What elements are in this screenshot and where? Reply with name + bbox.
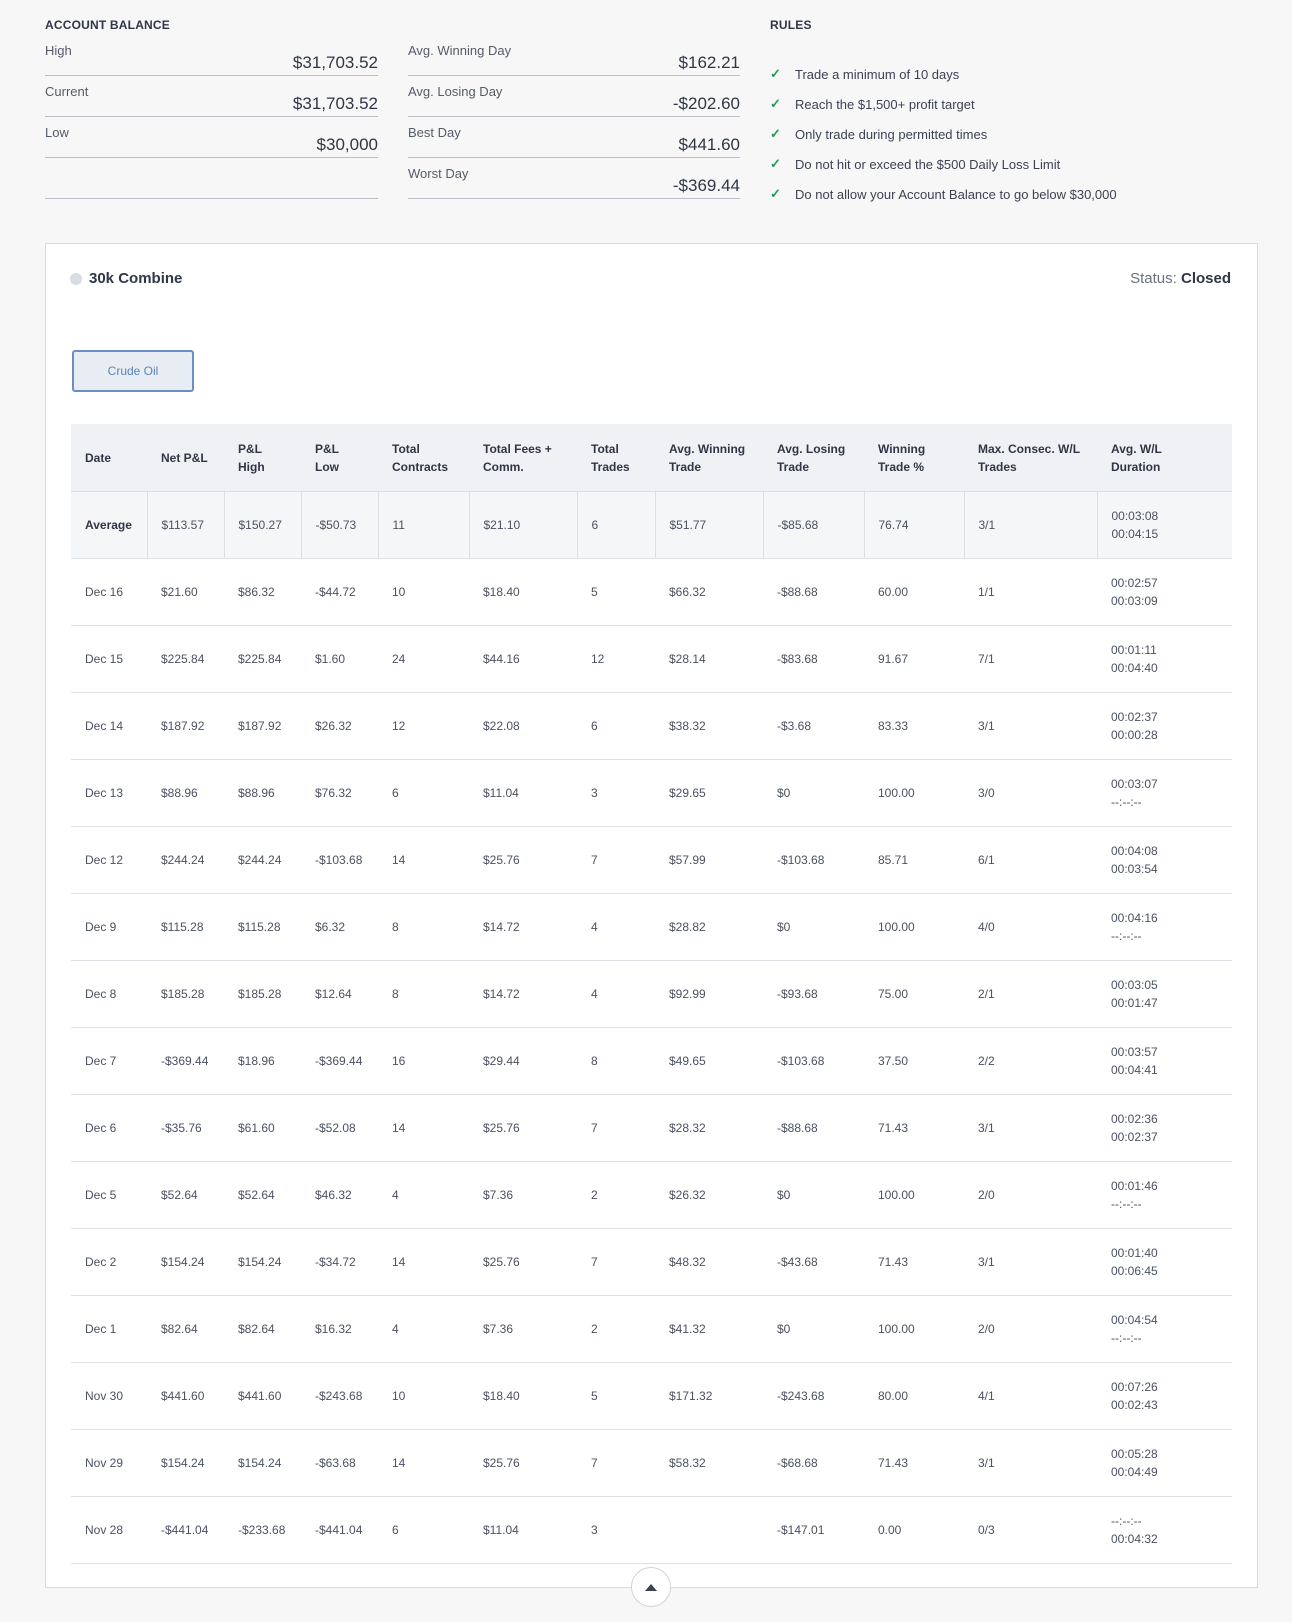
balance-current-row [45, 76, 378, 117]
table-cell: 100.00 [864, 894, 964, 961]
table-cell: 7 [577, 1430, 655, 1497]
table-cell: 12 [378, 693, 469, 760]
worst-day-label: Worst Day [408, 166, 469, 181]
table-cell: $49.65 [655, 1028, 763, 1095]
best-day-label: Best Day [408, 125, 461, 140]
table-cell: $0 [763, 1296, 864, 1363]
table-cell: $7.36 [469, 1162, 577, 1229]
table-cell: $28.14 [655, 626, 763, 693]
table-cell: Dec 5 [71, 1162, 147, 1229]
table-cell: $29.65 [655, 760, 763, 827]
duration-cell: 00:04:54 --:--:-- [1097, 1296, 1232, 1363]
table-row [71, 961, 1232, 1028]
table-cell: Nov 30 [71, 1363, 147, 1430]
column-header: Net P&L [147, 424, 224, 492]
duration-cell: 00:03:08 00:04:15 [1097, 492, 1232, 559]
table-cell: $18.40 [469, 1363, 577, 1430]
table-cell: $57.99 [655, 827, 763, 894]
table-cell: -$44.72 [301, 559, 378, 626]
table-cell: 7 [577, 827, 655, 894]
table-cell: $48.32 [655, 1229, 763, 1296]
table-cell: -$85.68 [763, 492, 864, 559]
table-cell: $187.92 [224, 693, 301, 760]
table-cell: 10 [378, 1363, 469, 1430]
table-cell: $92.99 [655, 961, 763, 1028]
table-cell: $115.28 [224, 894, 301, 961]
table-cell: $0 [763, 894, 864, 961]
balance-empty-row [45, 158, 378, 199]
table-cell: $41.32 [655, 1296, 763, 1363]
daily-stats-table [71, 424, 1232, 1564]
duration-cell: 00:05:28 00:04:49 [1097, 1430, 1232, 1497]
table-cell: 2 [577, 1162, 655, 1229]
avg-losing-day-value: -$202.60 [672, 94, 740, 113]
best-day-row [408, 117, 740, 158]
column-header: Avg. W/L Duration [1097, 424, 1232, 492]
table-row [71, 1497, 1232, 1564]
column-header: Avg. Losing Trade [763, 424, 864, 492]
table-cell: $154.24 [147, 1430, 224, 1497]
duration-cell: 00:01:46 --:--:-- [1097, 1162, 1232, 1229]
table-cell: $18.40 [469, 559, 577, 626]
avg-losing-day-label: Avg. Losing Day [408, 84, 503, 99]
table-cell: $18.96 [224, 1028, 301, 1095]
table-cell: -$88.68 [763, 1095, 864, 1162]
table-cell: 14 [378, 1229, 469, 1296]
column-header: P&L Low [301, 424, 378, 492]
table-cell: 11 [378, 492, 469, 559]
duration-cell: 00:01:11 00:04:40 [1097, 626, 1232, 693]
table-cell: -$103.68 [763, 1028, 864, 1095]
table-cell: -$43.68 [763, 1229, 864, 1296]
table-cell: $82.64 [224, 1296, 301, 1363]
table-cell: $6.32 [301, 894, 378, 961]
table-cell: -$3.68 [763, 693, 864, 760]
table-cell: $185.28 [147, 961, 224, 1028]
table-cell: Dec 2 [71, 1229, 147, 1296]
table-cell: $88.96 [224, 760, 301, 827]
table-cell: $21.60 [147, 559, 224, 626]
table-cell: 8 [577, 1028, 655, 1095]
table-cell: 2/1 [964, 961, 1097, 1028]
table-cell: $28.32 [655, 1095, 763, 1162]
table-cell: 3/1 [964, 1430, 1097, 1497]
table-cell: $154.24 [224, 1229, 301, 1296]
table-cell: 91.67 [864, 626, 964, 693]
table-cell: $154.24 [224, 1430, 301, 1497]
table-row [71, 626, 1232, 693]
table-cell: -$233.68 [224, 1497, 301, 1564]
table-cell: 3 [577, 760, 655, 827]
table-cell: $16.32 [301, 1296, 378, 1363]
table-cell: $0 [763, 1162, 864, 1229]
rule-item: ✓ Trade a minimum of 10 days [770, 66, 960, 82]
duration-cell: 00:03:07 --:--:-- [1097, 760, 1232, 827]
table-cell: 3 [577, 1497, 655, 1564]
table-cell: $0 [763, 760, 864, 827]
table-cell: 2/2 [964, 1028, 1097, 1095]
table-cell: $86.32 [224, 559, 301, 626]
table-cell: $26.32 [655, 1162, 763, 1229]
rule-item: ✓ Only trade during permitted times [770, 126, 988, 142]
table-cell: 4/1 [964, 1363, 1097, 1430]
table-cell: 16 [378, 1028, 469, 1095]
balance-high-label: High [45, 43, 72, 58]
check-icon: ✓ [770, 186, 781, 201]
table-cell: $185.28 [224, 961, 301, 1028]
table-cell: 5 [577, 559, 655, 626]
table-cell: Dec 1 [71, 1296, 147, 1363]
table-cell: 60.00 [864, 559, 964, 626]
table-cell: 71.43 [864, 1095, 964, 1162]
table-cell: 6 [577, 693, 655, 760]
table-cell: $154.24 [147, 1229, 224, 1296]
table-cell: $52.64 [224, 1162, 301, 1229]
table-cell: $11.04 [469, 1497, 577, 1564]
duration-cell: 00:02:37 00:00:28 [1097, 693, 1232, 760]
table-cell: 0/3 [964, 1497, 1097, 1564]
status-label: Status: [1130, 270, 1177, 287]
table-cell: 2/0 [964, 1296, 1097, 1363]
table-cell: 6/1 [964, 827, 1097, 894]
table-cell: $52.64 [147, 1162, 224, 1229]
table-row [71, 827, 1232, 894]
table-cell: -$369.44 [301, 1028, 378, 1095]
best-day-value: $441.60 [678, 135, 740, 154]
table-cell: 6 [378, 760, 469, 827]
table-cell: $21.10 [469, 492, 577, 559]
table-cell: $1.60 [301, 626, 378, 693]
table-cell: $46.32 [301, 1162, 378, 1229]
table-cell: $25.76 [469, 1095, 577, 1162]
table-row [71, 693, 1232, 760]
table-cell: 80.00 [864, 1363, 964, 1430]
avg-winning-day-label: Avg. Winning Day [408, 43, 512, 58]
table-cell: -$243.68 [301, 1363, 378, 1430]
table-cell: 6 [577, 492, 655, 559]
combine-card [45, 243, 1258, 1588]
table-cell: 100.00 [864, 1296, 964, 1363]
table-cell: $66.32 [655, 559, 763, 626]
table-row [71, 1363, 1232, 1430]
table-cell: $82.64 [147, 1296, 224, 1363]
check-icon: ✓ [770, 66, 781, 81]
table-cell: $11.04 [469, 760, 577, 827]
table-cell [655, 1497, 763, 1564]
balance-current-value: $31,703.52 [292, 94, 378, 113]
duration-cell: 00:02:36 00:02:37 [1097, 1095, 1232, 1162]
avg-winning-day-row [408, 35, 740, 76]
duration-cell: 00:02:57 00:03:09 [1097, 559, 1232, 626]
table-cell: 4 [378, 1296, 469, 1363]
table-cell: -$103.68 [301, 827, 378, 894]
caret-up-icon [645, 1584, 657, 1591]
average-row [71, 492, 1232, 559]
table-cell: $25.76 [469, 1430, 577, 1497]
balance-low-row [45, 117, 378, 158]
duration-cell: 00:01:40 00:06:45 [1097, 1229, 1232, 1296]
table-cell: $171.32 [655, 1363, 763, 1430]
table-cell: $29.44 [469, 1028, 577, 1095]
table-cell: -$93.68 [763, 961, 864, 1028]
column-header: Winning Trade % [864, 424, 964, 492]
rules-title: RULES [770, 18, 812, 32]
table-cell: 0.00 [864, 1497, 964, 1564]
table-row [71, 1028, 1232, 1095]
table-cell: 2 [577, 1296, 655, 1363]
table-cell: $441.60 [147, 1363, 224, 1430]
worst-day-row [408, 158, 740, 199]
table-cell: $113.57 [147, 492, 224, 559]
table-cell: $58.32 [655, 1430, 763, 1497]
status-value: Closed [1180, 270, 1231, 287]
table-cell: 4 [378, 1162, 469, 1229]
worst-day-value: -$369.44 [672, 176, 740, 195]
table-cell: $7.36 [469, 1296, 577, 1363]
table-cell: -$34.72 [301, 1229, 378, 1296]
duration-cell: --:--:-- 00:04:32 [1097, 1497, 1232, 1564]
table-row [71, 1430, 1232, 1497]
table-cell: Average [71, 492, 147, 559]
table-cell: -$369.44 [147, 1028, 224, 1095]
table-cell: 83.33 [864, 693, 964, 760]
table-cell: Dec 14 [71, 693, 147, 760]
table-cell: $225.84 [147, 626, 224, 693]
table-cell: -$52.08 [301, 1095, 378, 1162]
table-cell: $22.08 [469, 693, 577, 760]
table-cell: -$63.68 [301, 1430, 378, 1497]
table-cell: 3/1 [964, 492, 1097, 559]
table-header-row [71, 424, 1232, 492]
table-cell: 3/1 [964, 1095, 1097, 1162]
balance-low-label: Low [45, 125, 69, 140]
column-header: Total Fees + Comm. [469, 424, 577, 492]
card-header [70, 270, 182, 287]
table-cell: 8 [378, 894, 469, 961]
table-cell: $61.60 [224, 1095, 301, 1162]
duration-cell: 00:03:57 00:04:41 [1097, 1028, 1232, 1095]
table-cell: 12 [577, 626, 655, 693]
table-cell: -$441.04 [147, 1497, 224, 1564]
table-cell: -$147.01 [763, 1497, 864, 1564]
table-cell: 2/0 [964, 1162, 1097, 1229]
table-cell: Dec 9 [71, 894, 147, 961]
rule-item: ✓ Do not hit or exceed the $500 Daily Loss Limit [770, 156, 1061, 172]
status [1130, 270, 1231, 287]
balance-current-label: Current [45, 84, 89, 99]
table-cell: $115.28 [147, 894, 224, 961]
table-row [71, 894, 1232, 961]
table-cell: $244.24 [224, 827, 301, 894]
crude-oil-button[interactable]: Crude Oil [72, 350, 194, 392]
table-cell: $225.84 [224, 626, 301, 693]
table-cell: $244.24 [147, 827, 224, 894]
status-dot-icon [70, 273, 82, 285]
rule-item: ✓ Do not allow your Account Balance to go below $30,000 [770, 186, 1117, 202]
card-title: 30k Combine [89, 270, 183, 287]
table-cell: -$243.68 [763, 1363, 864, 1430]
table-cell: $12.64 [301, 961, 378, 1028]
column-header: P&L High [224, 424, 301, 492]
check-icon: ✓ [770, 156, 781, 171]
table-cell: 7 [577, 1095, 655, 1162]
table-cell: 10 [378, 559, 469, 626]
table-cell: $88.96 [147, 760, 224, 827]
table-cell: 3/1 [964, 1229, 1097, 1296]
scroll-up-button[interactable] [631, 1567, 671, 1607]
table-row [71, 1296, 1232, 1363]
duration-cell: 00:04:08 00:03:54 [1097, 827, 1232, 894]
table-row [71, 559, 1232, 626]
table-cell: $441.60 [224, 1363, 301, 1430]
table-cell: 85.71 [864, 827, 964, 894]
table-cell: $150.27 [224, 492, 301, 559]
table-cell: 71.43 [864, 1229, 964, 1296]
table-cell: Dec 13 [71, 760, 147, 827]
table-cell: 24 [378, 626, 469, 693]
table-cell: -$103.68 [763, 827, 864, 894]
table-cell: $44.16 [469, 626, 577, 693]
table-cell: 7/1 [964, 626, 1097, 693]
check-icon: ✓ [770, 96, 781, 111]
table-cell: 4/0 [964, 894, 1097, 961]
table-row [71, 760, 1232, 827]
duration-cell: 00:04:16 --:--:-- [1097, 894, 1232, 961]
table-cell: Dec 7 [71, 1028, 147, 1095]
column-header: Date [71, 424, 147, 492]
table-cell: $14.72 [469, 961, 577, 1028]
duration-cell: 00:03:05 00:01:47 [1097, 961, 1232, 1028]
table-cell: 5 [577, 1363, 655, 1430]
table-cell: 100.00 [864, 1162, 964, 1229]
table-cell: 14 [378, 1430, 469, 1497]
balance-low-value: $30,000 [316, 135, 378, 154]
table-cell: 6 [378, 1497, 469, 1564]
table-cell: -$35.76 [147, 1095, 224, 1162]
table-cell: $14.72 [469, 894, 577, 961]
table-cell: $26.32 [301, 693, 378, 760]
table-cell: 75.00 [864, 961, 964, 1028]
table-cell: 37.50 [864, 1028, 964, 1095]
table-row [71, 1229, 1232, 1296]
avg-losing-day-row [408, 76, 740, 117]
table-cell: -$83.68 [763, 626, 864, 693]
table-cell: $187.92 [147, 693, 224, 760]
table-cell: Dec 12 [71, 827, 147, 894]
table-cell: -$441.04 [301, 1497, 378, 1564]
table-cell: $25.76 [469, 827, 577, 894]
account-balance-title: ACCOUNT BALANCE [45, 18, 170, 32]
table-cell: Dec 16 [71, 559, 147, 626]
balance-high-value: $31,703.52 [292, 53, 378, 72]
table-cell: 1/1 [964, 559, 1097, 626]
avg-winning-day-value: $162.21 [678, 53, 740, 72]
table-cell: -$50.73 [301, 492, 378, 559]
column-header: Total Trades [577, 424, 655, 492]
table-cell: Dec 6 [71, 1095, 147, 1162]
rule-item: ✓ Reach the $1,500+ profit target [770, 96, 975, 112]
table-cell: 4 [577, 961, 655, 1028]
table-cell: 100.00 [864, 760, 964, 827]
table-cell: 14 [378, 827, 469, 894]
table-cell: 3/0 [964, 760, 1097, 827]
table-cell: 71.43 [864, 1430, 964, 1497]
table-cell: 3/1 [964, 693, 1097, 760]
table-cell: -$88.68 [763, 559, 864, 626]
table-cell: 4 [577, 894, 655, 961]
table-cell: Nov 29 [71, 1430, 147, 1497]
table-cell: Dec 8 [71, 961, 147, 1028]
duration-cell: 00:07:26 00:02:43 [1097, 1363, 1232, 1430]
table-cell: 7 [577, 1229, 655, 1296]
table-cell: $25.76 [469, 1229, 577, 1296]
check-icon: ✓ [770, 126, 781, 141]
table-body [71, 492, 1232, 1564]
table-cell: 8 [378, 961, 469, 1028]
balance-high-row [45, 35, 378, 76]
table-row [71, 1095, 1232, 1162]
table-cell: 14 [378, 1095, 469, 1162]
table-cell: $28.82 [655, 894, 763, 961]
column-header: Total Contracts [378, 424, 469, 492]
table-cell: Dec 15 [71, 626, 147, 693]
table-row [71, 1162, 1232, 1229]
table-cell: 76.74 [864, 492, 964, 559]
column-header: Avg. Winning Trade [655, 424, 763, 492]
table-cell: -$68.68 [763, 1430, 864, 1497]
table-cell: $76.32 [301, 760, 378, 827]
column-header: Max. Consec. W/L Trades [964, 424, 1097, 492]
table-cell: Nov 28 [71, 1497, 147, 1564]
table-cell: $51.77 [655, 492, 763, 559]
table-cell: $38.32 [655, 693, 763, 760]
